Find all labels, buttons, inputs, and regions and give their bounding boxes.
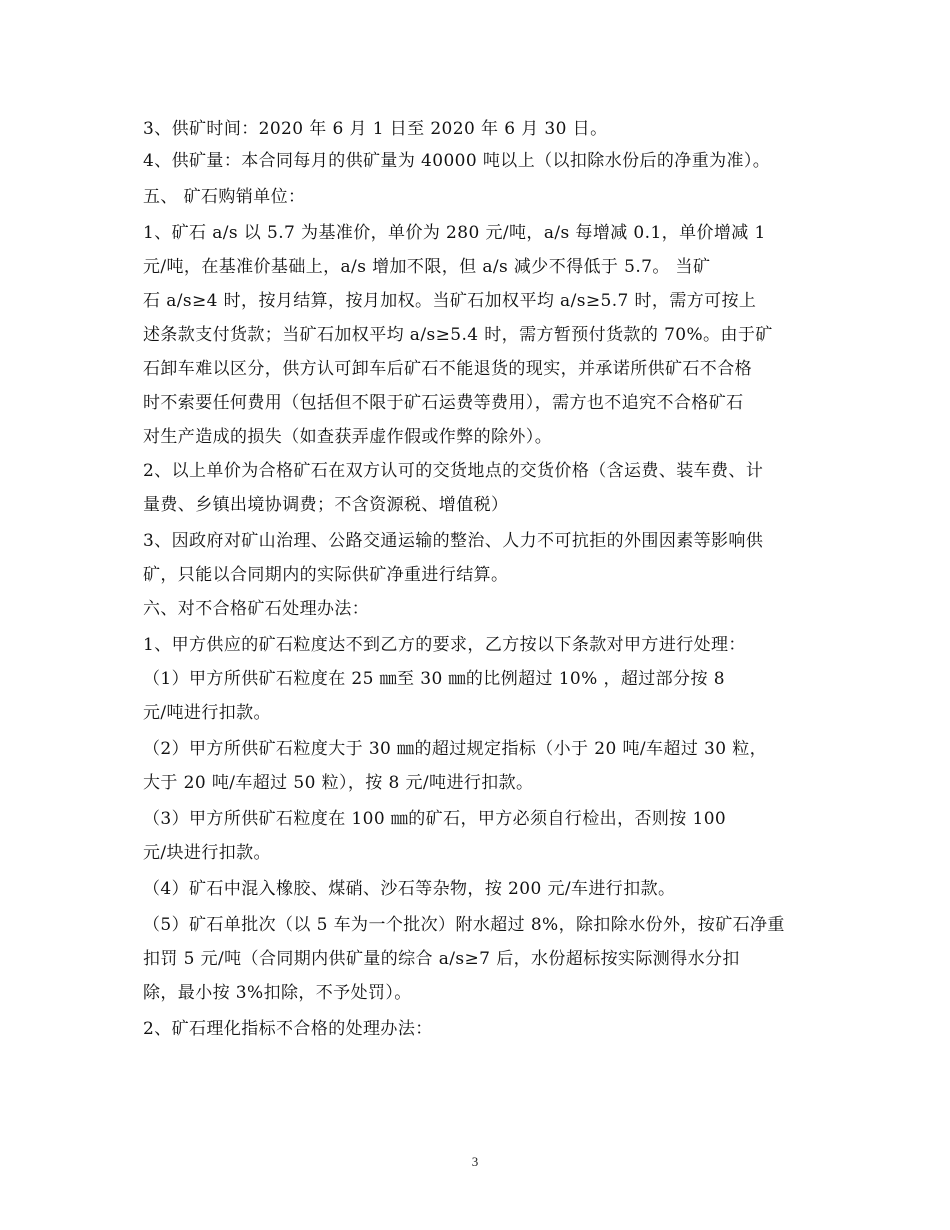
text-line: 1、矿石 a/s 以 5.7 为基准价，单价为 280 元/吨，a/s 每增减 0.1，单价增减 1 [143, 223, 766, 243]
text-line: 石 a/s≥4 时，按月结算，按月加权。当矿石加权平均 a/s≥5.7 时，需方可按上 [143, 291, 757, 311]
text-line: 元/吨进行扣款。 [143, 703, 271, 723]
text-line: 扣罚 5 元/吨（合同期内供矿量的综合 a/s≥7 后，水份超标按实际测得水分扣 [143, 949, 740, 969]
text-line: （4）矿石中混入橡胶、煤硝、沙石等杂物，按 200 元/车进行扣款。 [143, 879, 676, 899]
text-line: 时不索要任何费用（包括但不限于矿石运费等费用），需方也不追究不合格矿石 [143, 393, 744, 413]
text-line: 元/块进行扣款。 [143, 843, 271, 863]
text-line: 4、供矿量：本合同每月的供矿量为 40000 吨以上（以扣除水份后的净重为准）。 [143, 151, 771, 171]
text-line: 五、 矿石购销单位： [143, 187, 306, 207]
text-line: （3）甲方所供矿石粒度在 100 ㎜的矿石，甲方必须自行检出，否则按 100 [143, 809, 727, 829]
text-line: 3、因政府对矿山治理、公路交通运输的整治、人力不可抗拒的外围因素等影响供 [143, 531, 764, 551]
text-line: 量费、乡镇出境协调费；不含资源税、增值税） [143, 495, 509, 515]
page-number: 3 [471, 1154, 479, 1169]
text-line: 矿，只能以合同期内的实际供矿净重进行结算。 [143, 565, 509, 585]
text-line: 对生产造成的损失（如查获弄虚作假或作弊的除外）。 [143, 427, 553, 447]
text-line: 石卸车难以区分，供方认可卸车后矿石不能退货的现实，并承诺所供矿石不合格 [143, 359, 752, 379]
text-line: 1、甲方供应的矿石粒度达不到乙方的要求，乙方按以下条款对甲方进行处理： [143, 635, 746, 655]
text-line: （1）甲方所供矿石粒度在 25 ㎜至 30 ㎜的比例超过 10% ，超过部分按 8 [143, 669, 725, 689]
text-line: 大于 20 吨/车超过 50 粒），按 8 元/吨进行扣款。 [143, 773, 534, 793]
text-line: 元/吨，在基准价基础上，a/s 增加不限，但 a/s 减少不得低于 5.7。 当矿 [143, 257, 711, 277]
text-line: 除，最小按 3%扣除，不予处罚）。 [143, 983, 412, 1003]
text-line: （5）矿石单批次（以 5 车为一个批次）附水超过 8%，除扣除水份外，按矿石净重 [143, 915, 785, 935]
text-line: 2、以上单价为合格矿石在双方认可的交货地点的交货价格（含运费、装车费、计 [143, 461, 764, 481]
text-line: 六、对不合格矿石处理办法： [143, 599, 370, 619]
text-line: 2、矿石理化指标不合格的处理办法： [143, 1019, 433, 1039]
text-line: 述条款支付货款；当矿石加权平均 a/s≥5.4 时，需方暂预付货款的 70%。由于矿 [143, 325, 773, 345]
text-line: 3、供矿时间：2020 年 6 月 1 日至 2020 年 6 月 30 日。 [143, 119, 608, 139]
text-line: （2）甲方所供矿石粒度大于 30 ㎜的超过规定指标（小于 20 吨/车超过 30 粒， [143, 739, 768, 759]
